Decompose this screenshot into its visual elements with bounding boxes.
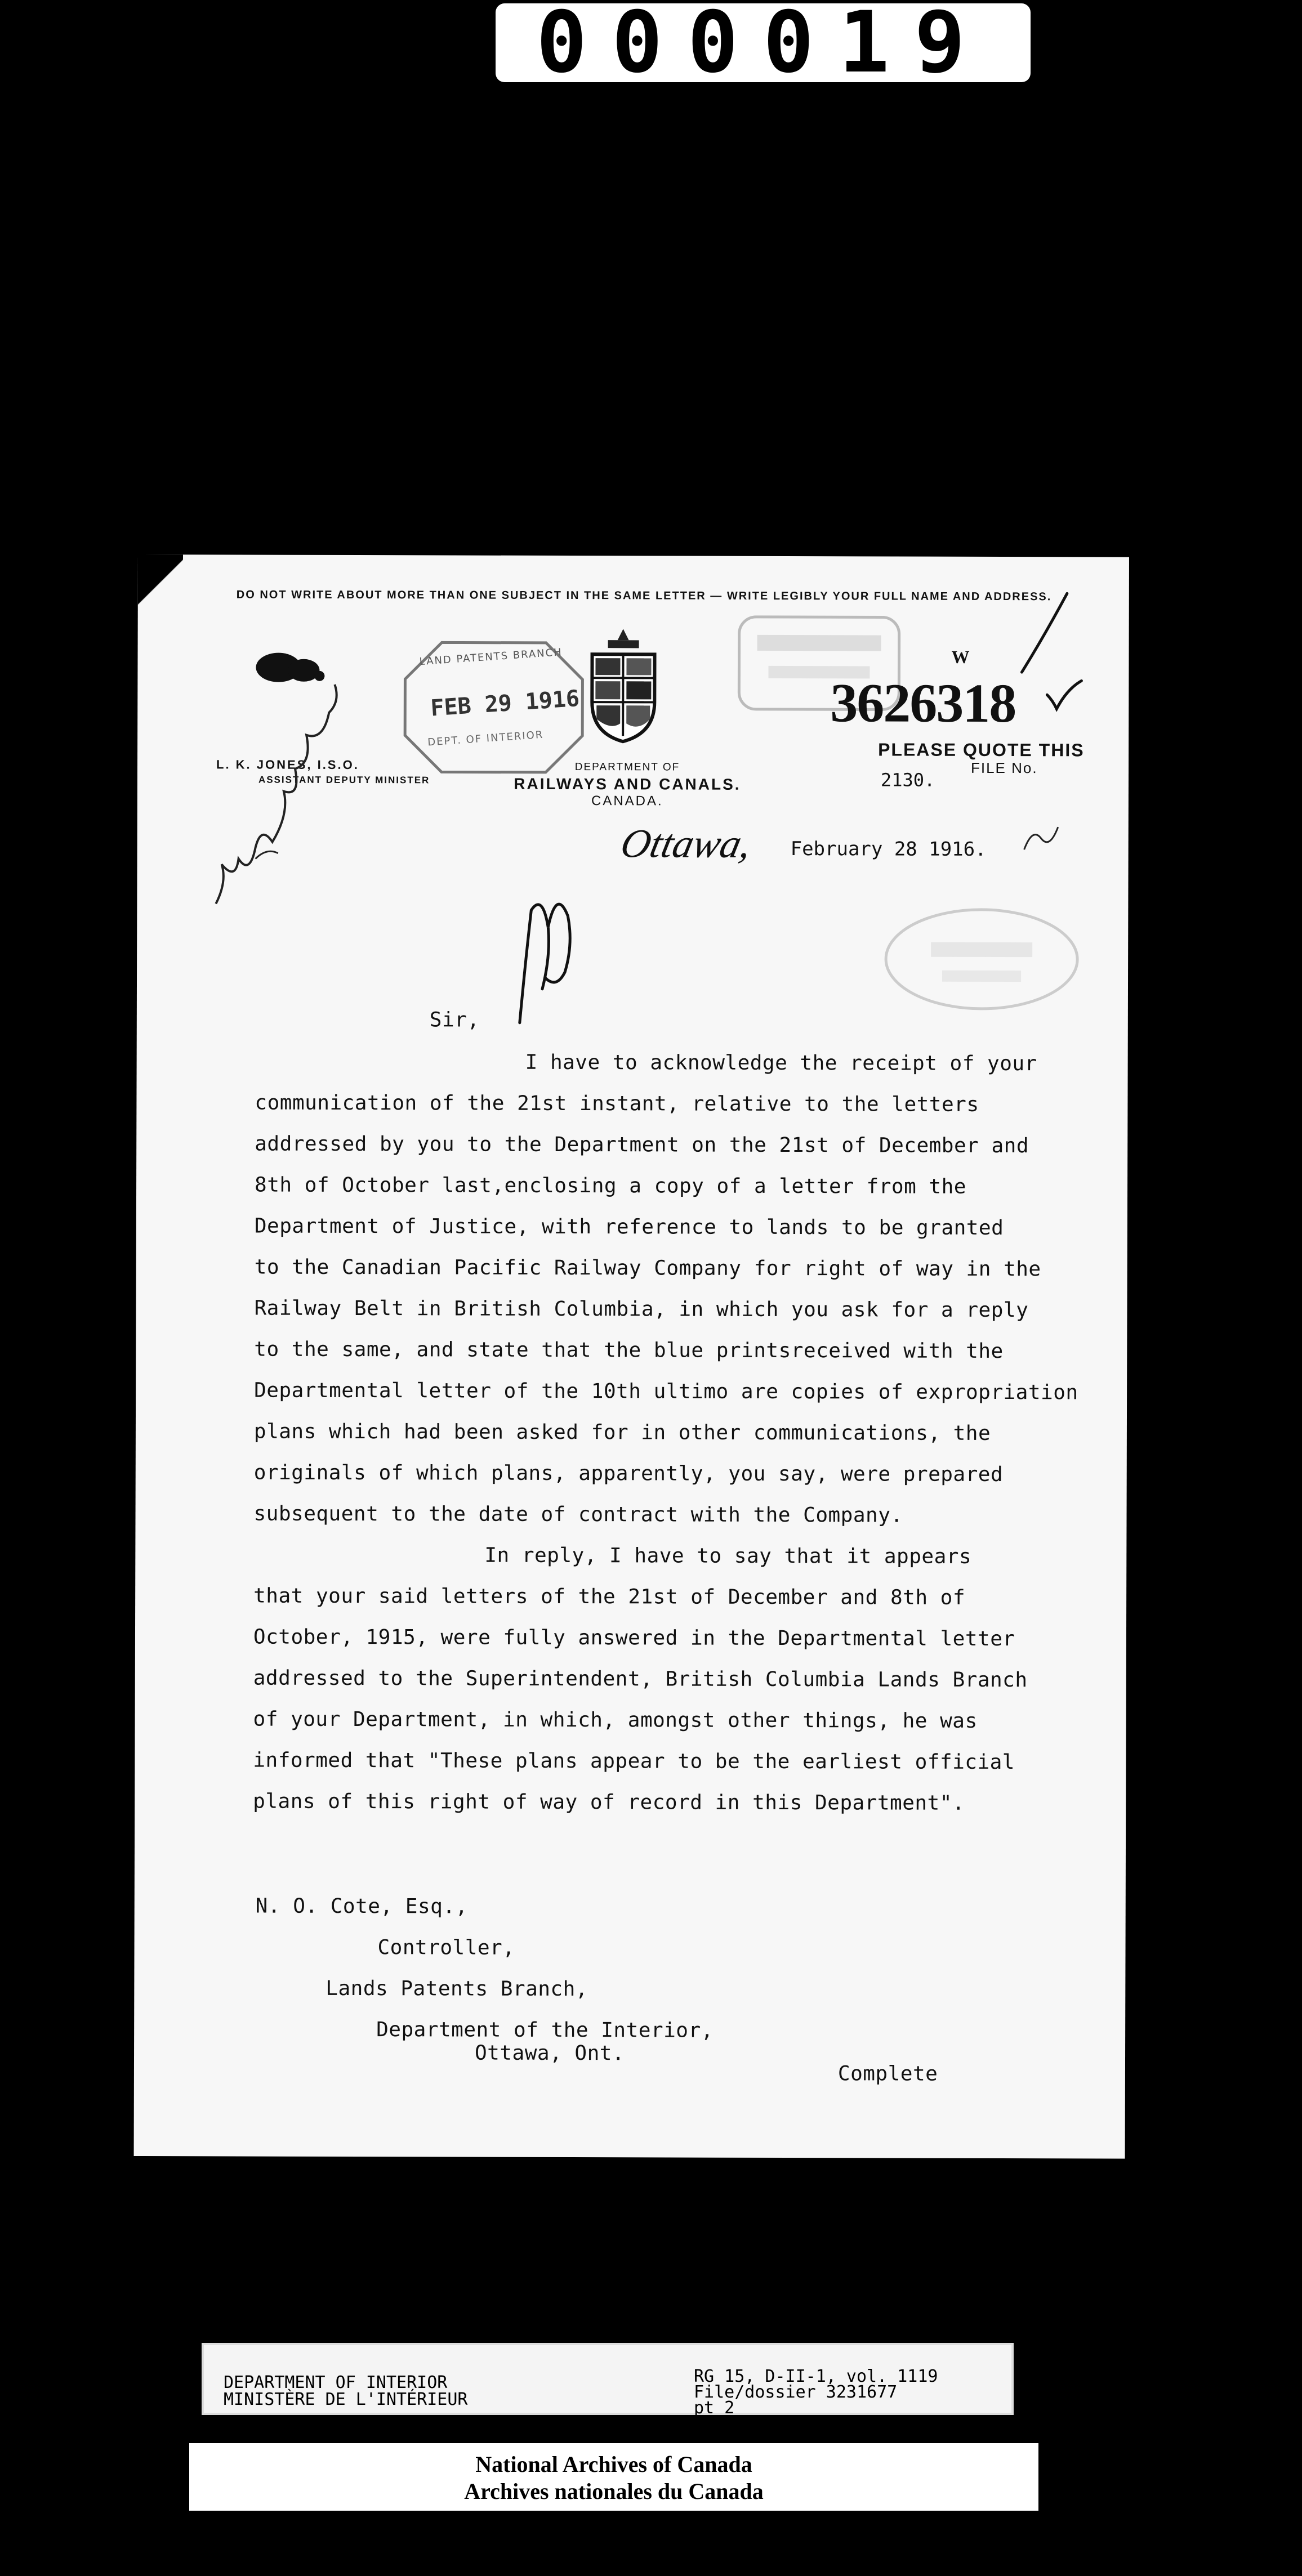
canada-coat-of-arms-icon <box>585 623 662 744</box>
archive-ref-line: File/dossier 3231677 <box>694 2382 898 2402</box>
file-number-stamp: 3626318 <box>830 673 1016 735</box>
body-line: plans which had been asked for in other communications, the <box>253 1420 991 1445</box>
handwritten-initials <box>503 876 588 1034</box>
address-line: Ottawa, Ont. <box>474 2041 625 2065</box>
complete-mark: Complete <box>837 2062 938 2086</box>
body-line: that your said letters of the 21st of December and 8th of <box>253 1584 966 1609</box>
archive-dept-en: DEPARTMENT OF INTERIOR <box>224 2373 448 2392</box>
handwritten-date-mark <box>1019 821 1069 855</box>
archive-ref-line: RG 15, D-II-1, vol. 1119 <box>694 2367 938 2386</box>
handwritten-tick-icon <box>1010 591 1072 675</box>
body-line: subsequent to the date of contract with the Company. <box>253 1502 903 1527</box>
archive-name-box <box>189 2443 1038 2511</box>
sender-name: L. K. JONES, I.S.O. <box>216 757 359 772</box>
body-line: In reply, I have to say that it appears <box>484 1544 972 1568</box>
letter-place: Ottawa, <box>617 821 756 866</box>
letter-page <box>134 554 1129 2159</box>
archive-ref-line: pt 2 <box>694 2398 735 2418</box>
salutation: Sir, <box>429 1008 480 1032</box>
address-line: N. O. Cote, Esq., <box>255 1894 468 1918</box>
dept-country: CANADA. <box>591 793 663 809</box>
stamp-branch-text: LAND PATENTS BRANCH <box>419 646 563 668</box>
letterhead-advice: DO NOT WRITE ABOUT MORE THAN ONE SUBJECT IN THE SAME LETTER — WRITE LEGIBLY YOUR FULL NAME AND ADDRESS. <box>236 588 1052 603</box>
letter-date: February 28 1916. <box>790 838 987 861</box>
w-mark: W <box>951 646 970 667</box>
body-line: of your Department, in which, amongst other things, he was <box>253 1707 978 1733</box>
reference-number: 2130. <box>880 769 935 791</box>
address-line: Lands Patents Branch, <box>326 1976 588 2001</box>
stamp-date: FEB 29 1916 <box>430 685 581 722</box>
handwritten-signature-mark <box>204 678 351 915</box>
microfilm-frame-number: 000019 <box>496 3 1031 82</box>
body-line: I have to acknowledge the receipt of your <box>525 1050 1037 1076</box>
page-corner-curl <box>138 554 183 633</box>
dept-name: RAILWAYS AND CANALS. <box>514 775 741 793</box>
body-line: Railway Belt in British Columbia, in which you ask for a reply <box>254 1296 1029 1322</box>
archive-dept-fr: MINISTÈRE DE L'INTÉRIEUR <box>224 2390 468 2409</box>
body-line: October, 1915, were fully answered in the Departmental letter <box>253 1625 1015 1651</box>
body-line: communication of the 21st instant, relative to the letters <box>255 1091 979 1116</box>
body-line: addressed to the Superintendent, British Columbia Lands Branch <box>253 1666 1028 1692</box>
body-line: plans of this right of way of record in this Department". <box>253 1790 965 1815</box>
body-line: to the same, and state that the blue printsreceived with the <box>254 1338 1004 1363</box>
address-line: Controller, <box>377 1936 515 1960</box>
body-line: Department of Justice, with reference to lands to be granted <box>254 1214 1004 1240</box>
body-line: originals of which plans, apparently, you say, were prepared <box>253 1461 1004 1487</box>
file-no-label: FILE No. <box>970 759 1038 777</box>
body-line: addressed by you to the Department on the 21st of December and <box>255 1132 1029 1158</box>
body-line: to the Canadian Pacific Railway Company for right of way in the <box>254 1255 1041 1281</box>
please-quote-text: PLEASE QUOTE THIS <box>878 739 1085 761</box>
archive-reference-box <box>202 2343 1014 2418</box>
archive-name-en: National Archives of Canada <box>475 2452 752 2477</box>
sender-title: ASSISTANT DEPUTY MINISTER <box>258 774 430 786</box>
faded-oval-stamp <box>880 902 1083 1016</box>
body-line: 8th of October last,enclosing a copy of a letter from the <box>255 1173 967 1198</box>
dept-label: DEPARTMENT OF <box>574 761 680 773</box>
archive-name-fr: Archives nationales du Canada <box>464 2479 764 2504</box>
body-line: Departmental letter of the 10th ultimo are copies of expropriation <box>254 1379 1078 1405</box>
body-line: informed that "These plans appear to be the earliest official <box>253 1748 1015 1774</box>
checkmark-icon <box>1044 678 1083 712</box>
address-line: Department of the Interior, <box>376 2018 714 2042</box>
stamp-dept-text: DEPT. OF INTERIOR <box>427 728 544 749</box>
